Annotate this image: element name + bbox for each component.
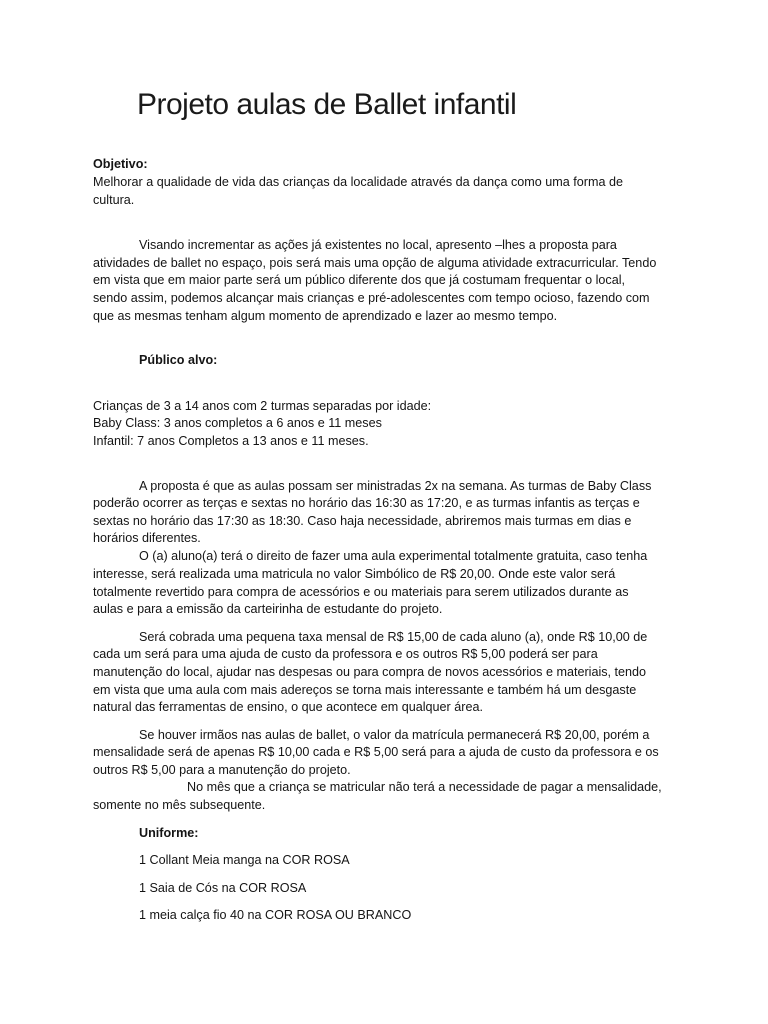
siblings-line-5: somente no mês subsequente.: [93, 798, 266, 812]
siblings-line-4: No mês que a criança se matricular não terá a necessidade de pagar a mensalidade,: [187, 780, 662, 794]
enrollment-line-4: aulas e para a emissão da carteirinha de estudante do projeto.: [93, 602, 443, 616]
objective-line-1: Melhorar a qualidade de vida das crianças da localidade através da dança como uma forma de: [93, 175, 623, 189]
schedule-line-3: sextas no horário das 17:30 as 18:30. Caso haja necessidade, abriremos mais turmas em dias e: [93, 514, 632, 528]
schedule-line-4: horários diferentes.: [93, 531, 201, 545]
intro-line-3: em vista que em maior parte será um público diferente dos que já costumam frequentar o local,: [93, 273, 626, 287]
enrollment-line-2: interesse, será realizada uma matricula no valor Simbólico de R$ 20,00. Onde este valor será: [93, 567, 616, 581]
audience-heading: Público alvo:: [139, 353, 218, 367]
audience-line-1: Crianças de 3 a 14 anos com 2 turmas separadas por idade:: [93, 399, 432, 413]
siblings-line-2: mensalidade será de apenas R$ 10,00 cada e R$ 5,00 será para a ajuda de custo da professora e os: [93, 745, 659, 759]
fee-line-2: cada um será para uma ajuda de custo da professora e os outros R$ 5,00 poderá ser para: [93, 647, 598, 661]
schedule-line-1: A proposta é que as aulas possam ser ministradas 2x na semana. As turmas de Baby Class: [139, 479, 652, 493]
siblings-line-1: Se houver irmãos nas aulas de ballet, o valor da matrícula permanecerá R$ 20,00, porém a: [139, 728, 650, 742]
siblings-line-3: outros R$ 5,00 para a manutenção do projeto.: [93, 763, 351, 777]
objective-heading: Objetivo:: [93, 157, 148, 171]
fee-line-4: em vista que uma aula com mais adereços se torna mais interessante e também há um desgaste: [93, 683, 637, 697]
uniform-item-3: 1 meia calça fio 40 na COR ROSA OU BRANCO: [139, 908, 412, 922]
intro-line-2: atividades de ballet no espaço, pois será mais uma opção de alguma atividade extracurricular. Tendo: [93, 256, 657, 270]
fee-line-1: Será cobrada uma pequena taxa mensal de R$ 15,00 de cada aluno (a), onde R$ 10,00 de: [139, 630, 648, 644]
schedule-line-2: poderão ocorrer as terças e sextas no horário das 16:30 as 17:20, e as turmas infantis as terças e: [93, 496, 640, 510]
intro-line-5: que as mesmas tenham algum momento de aprendizado e lazer ao mesmo tempo.: [93, 309, 558, 323]
enrollment-line-1: O (a) aluno(a) terá o direito de fazer uma aula experimental totalmente gratuita, caso tenha: [139, 549, 648, 563]
audience-line-3: Infantil: 7 anos Completos a 13 anos e 11 meses.: [93, 434, 369, 448]
objective-line-2: cultura.: [93, 193, 135, 207]
intro-line-1: Visando incrementar as ações já existentes no local, apresento –lhes a proposta para: [139, 238, 617, 252]
uniform-item-1: 1 Collant Meia manga na COR ROSA: [139, 853, 350, 867]
fee-line-5: natural das ferramentas de ensino, o que acontece em qualquer área.: [93, 700, 483, 714]
document-title: Projeto aulas de Ballet infantil: [137, 88, 517, 121]
uniform-heading: Uniforme:: [139, 826, 199, 840]
audience-line-2: Baby Class: 3 anos completos a 6 anos e 11 meses: [93, 416, 382, 430]
enrollment-line-3: totalmente revertido para compra de acessórios e ou materiais para serem utilizados durante as: [93, 585, 629, 599]
intro-line-4: sendo assim, podemos alcançar mais crianças e pré-adolescentes com tempo ocioso, fazendo com: [93, 291, 650, 305]
uniform-item-2: 1 Saia de Cós na COR ROSA: [139, 881, 307, 895]
fee-line-3: manutenção do local, ajudar nas despesas ou para compra de novos acessórios e materiais, tendo: [93, 665, 647, 679]
